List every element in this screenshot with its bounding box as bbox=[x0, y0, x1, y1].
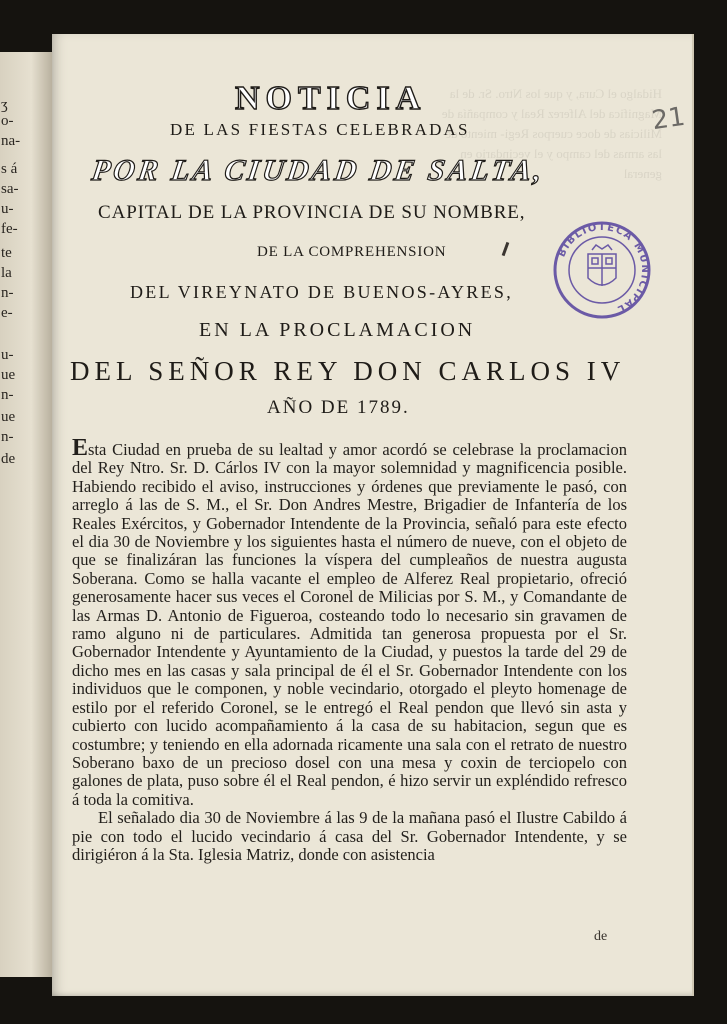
margin-fragment: u- bbox=[1, 201, 14, 217]
handwritten-folio-number: 21 bbox=[650, 101, 688, 137]
title-line-7: EN LA PROCLAMACION bbox=[199, 319, 476, 341]
title-city: POR LA CIUDAD DE SALTA, bbox=[89, 154, 548, 187]
title-noticia: NOTICIA bbox=[235, 80, 427, 117]
margin-fragment: fe- bbox=[1, 221, 18, 237]
margin-fragment: sa- bbox=[1, 181, 19, 197]
title-line-6: DEL VIREYNATO DE BUENOS-AYRES, bbox=[130, 282, 514, 302]
title-line-2: DE LAS FIESTAS CELEBRADAS bbox=[170, 120, 470, 139]
margin-fragment: n- bbox=[1, 285, 14, 301]
margin-fragment: n- bbox=[1, 429, 14, 445]
document-page bbox=[52, 34, 694, 996]
margin-fragment: la bbox=[1, 265, 12, 281]
margin-fragment: te bbox=[1, 245, 12, 261]
facing-page-edge bbox=[0, 52, 52, 977]
margin-fragment: s á bbox=[1, 161, 18, 177]
margin-fragment: e- bbox=[1, 305, 13, 321]
title-year: AÑO DE 1789. bbox=[267, 397, 410, 418]
margin-fragment: de bbox=[1, 451, 16, 467]
paragraph-2: El señalado dia 30 de Noviembre á las 9 de la mañana pasó el Ilustre Cabildo á pie con todo el lucido vecindario á casa del Sr. Gobernador Intendente, y se dirigiéron á la Sta. Iglesia Matriz, donde con asistencia bbox=[72, 808, 627, 864]
coat-of-arms-icon bbox=[588, 245, 616, 286]
stamp-text: BIBLIOTECA MUNICIPAL bbox=[556, 221, 651, 315]
paragraph-1 bbox=[72, 435, 627, 809]
title-line-5: DE LA COMPREHENSION bbox=[257, 244, 447, 260]
margin-fragment: o- bbox=[1, 113, 14, 129]
title-king: DEL SEÑOR REY DON CARLOS IV bbox=[70, 356, 626, 386]
catchword: de bbox=[594, 929, 608, 944]
show-through-text: Hidalgo el Cura, y que los Ntro. Sr. de la Magnifica del Alferez Real y compañía de Milicias de doce cuerpos Regi- miento de las armas del campo y el vecindario en general bbox=[441, 86, 662, 181]
margin-fragment: n- bbox=[1, 387, 14, 403]
margin-fragment: ue bbox=[1, 409, 16, 425]
margin-fragment: ʒ bbox=[1, 97, 8, 113]
paragraph-1-text: sta Ciudad en prueba de su lealtad y amor acordó se celebrase la proclamacion del Rey Ntro. Sr. D. Cárlos IV con la mayor solemnidad y magnificencia posible. Habiendo recibido el aviso, instrucciones y órdenes que previamente le pasó, con arreglo á las de S. M., el Sr. Don Andres Mestre, Brigadier de Infantería de los Reales Exércitos, y Gobernador Intendente de la Provincia, señaló para este efecto el dia 30 de Noviembre y los siguientes hasta el número de nueve, con el objeto de que se finalizáran las funciones la víspera del cumpleaños de nuestra augusta Soberana. Como se halla vacante el empleo de Alferez Real propietario, ofreció generosamente hacer sus veces el Coronel de Milicias por S. M., y Comandante de las Armas D. Antonio de Figueroa, costeando todo lo necesario sin gravamen de ramo alguno ni de particulares. Admitida tan generosa propuesta por el Sr. Gobernador Intendente y Ayuntamiento de la Ciudad, y puestos la tarde del 29 de dicho mes en las casas y sala principal de él el Sr. Gobernador Intendente con los individuos que le componen, y noble vecindario, otorgado el pleyto homenage de estilo por el referido Coronel, se le entregó el Real pendon que llevó sin asta y cubierto con lucido acompañamiento á la casa de su habitacion, segun que es costumbre; y teniendo en ella adornada ricamente una sala con el retrato de nuestro Soberano baxo de un precioso dosel con una mesa y coxin de terciopelo con galones de plata, puso sobre él el Real pendon, é hizo servir un expléndido refresco á toda la comitiva. bbox=[72, 440, 627, 809]
title-line-4: CAPITAL DE LA PROVINCIA DE SU NOMBRE, bbox=[98, 202, 526, 223]
margin-fragment: ue bbox=[1, 367, 16, 383]
body-text bbox=[72, 435, 627, 864]
margin-fragment: na- bbox=[1, 133, 21, 149]
margin-fragment: u- bbox=[1, 347, 14, 363]
drop-cap: E bbox=[72, 435, 89, 461]
library-stamp bbox=[552, 220, 652, 320]
